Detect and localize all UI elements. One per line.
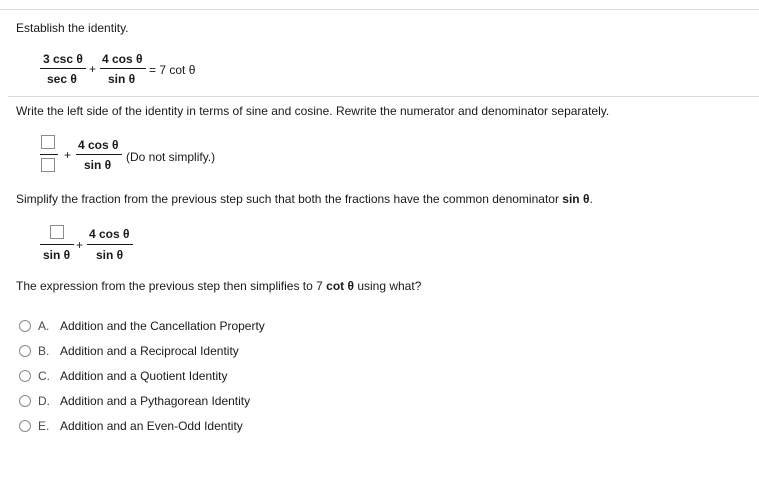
step2-term2-fraction-bar [87,244,133,245]
identity-term2-numerator: 4 cos θ [102,52,143,66]
step2-term1-fraction-bar [40,244,74,245]
option-e-radio[interactable] [19,420,31,432]
option-c-letter: C. [38,369,50,383]
section-divider [8,96,759,97]
step1-plus: + [64,148,72,162]
identity-term2-fraction-bar [100,68,146,69]
step2-plus: + [76,238,84,252]
step2-instruction-end: . [589,192,593,206]
question-suffix: using what? [353,279,422,293]
option-a-letter: A. [38,319,50,333]
step2-term2-numerator: 4 cos θ [89,227,130,241]
option-e-letter: E. [38,419,50,433]
option-e-label[interactable]: Addition and an Even-Odd Identity [60,419,243,433]
step1-instruction: Write the left side of the identity in terms of sine and cosine. Rewrite the numerator and denominator separately. [16,104,610,118]
question-text [16,279,421,293]
step1-note: (Do not simplify.) [126,150,216,164]
option-a-radio[interactable] [19,320,31,332]
question-prefix: The expression from the previous step then simplifies to 7 [16,279,327,293]
top-divider [0,9,759,10]
identity-term2-denominator: sin θ [108,72,136,86]
step2-instruction-text: Simplify the fraction from the previous step such that both the fractions have the common denominator [16,192,563,206]
step2-numerator-input[interactable] [50,225,64,239]
step2-term2-denominator: sin θ [96,248,124,262]
step1-term2-fraction-bar [76,154,122,155]
question-cot: cot θ [326,279,354,293]
option-b-label[interactable]: Addition and a Reciprocal Identity [60,344,239,358]
identity-term1-denominator: sec θ [47,72,77,86]
step1-term2-numerator: 4 cos θ [78,138,119,152]
identity-plus: + [89,62,97,76]
identity-term1-fraction-bar [40,68,86,69]
step2-term1-denominator: sin θ [43,248,71,262]
identity-rhs: = 7 cot θ [149,63,196,77]
step1-term1-fraction-bar [40,154,58,155]
option-c-radio[interactable] [19,370,31,382]
step1-numerator-input[interactable] [41,135,55,149]
prompt-text: Establish the identity. [16,21,129,35]
option-a-label[interactable]: Addition and the Cancellation Property [60,319,265,333]
identity-term1-numerator: 3 csc θ [43,52,83,66]
option-b-letter: B. [38,344,50,358]
step2-common-denominator: sin θ [562,192,590,206]
option-d-label[interactable]: Addition and a Pythagorean Identity [60,394,251,408]
option-d-radio[interactable] [19,395,31,407]
step2-instruction [16,192,593,206]
step1-term2-denominator: sin θ [84,158,112,172]
option-b-radio[interactable] [19,345,31,357]
option-c-label[interactable]: Addition and a Quotient Identity [60,369,228,383]
step1-denominator-input[interactable] [41,158,55,172]
option-d-letter: D. [38,394,50,408]
